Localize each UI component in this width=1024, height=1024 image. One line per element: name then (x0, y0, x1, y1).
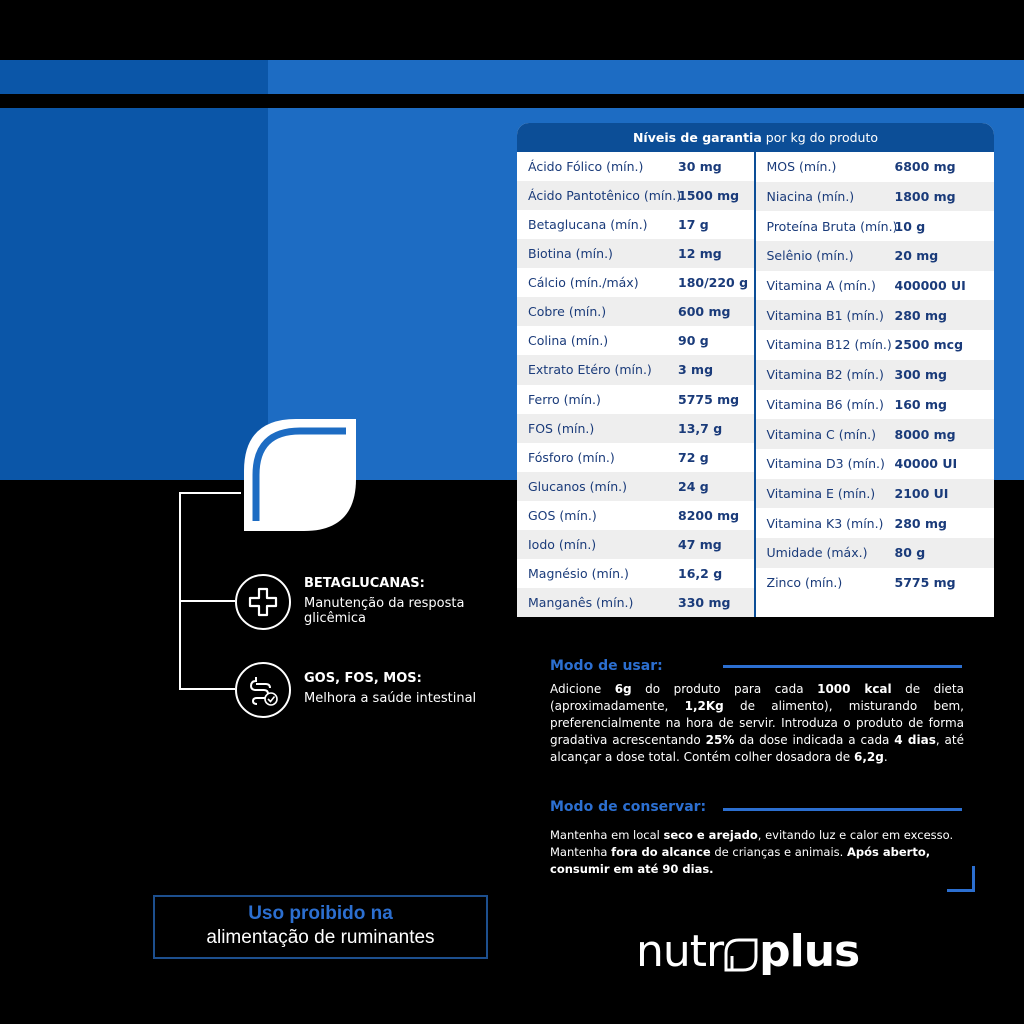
nutrient-name: FOS (mín.) (528, 420, 595, 436)
nutrient-name: Vitamina B12 (mín.) (766, 337, 892, 353)
nutrient-value: 16,2 g (678, 565, 723, 581)
usage-title: Modo de usar: (550, 658, 663, 674)
warning-line-1: Uso proibido na (248, 903, 393, 924)
table-row (517, 443, 754, 472)
table-row (756, 568, 995, 598)
nutrient-value: 5775 mg (678, 391, 740, 407)
nutrient-name: Zinco (mín.) (766, 574, 843, 590)
nutrient-name: Ácido Pantotênico (mín.) (528, 188, 682, 204)
table-row (756, 360, 995, 390)
nutrient-name: Vitamina B2 (mín.) (766, 367, 884, 383)
nutrient-name: Cálcio (mín./máx) (528, 275, 639, 291)
table-row (517, 181, 754, 210)
table-title-bold: Níveis de garantia (632, 130, 762, 145)
bracket-middle-line (179, 600, 235, 602)
nutrient-name: Ferro (mín.) (528, 391, 601, 407)
table-row (756, 538, 995, 568)
benefit-title-betaglucanas: BETAGLUCANAS: (304, 576, 425, 591)
usage-text: Adicione 6g do produto para cada 1000 kcal de dieta (aproximadamente, 1,2Kg de alimento), misturando bem, preferencialmente na hora de servir. Introduza o produto de forma gradativa acrescentando 25% da dose indicada a cada 4 dias, até alcançar a dose total. Contém colher dosadora de 6,2g. (550, 682, 964, 764)
nutrient-value: 6800 mg (894, 159, 956, 175)
nutroplus-logo (636, 918, 881, 978)
benefit-text-betaglucanas: Manutenção da resposta glicêmica (304, 596, 465, 626)
nutrient-name: Vitamina K3 (mín.) (766, 515, 884, 531)
table-column-left (517, 152, 756, 617)
nutrient-value: 280 mg (894, 515, 947, 531)
table-row (756, 182, 995, 212)
table-row (756, 419, 995, 449)
table-row (517, 588, 754, 617)
intestine-check-icon (235, 662, 291, 718)
nutrient-value: 2100 UI (894, 485, 949, 501)
nutrient-value: 2500 mcg (894, 337, 964, 353)
table-row (756, 241, 995, 271)
nutrient-name: Selênio (mín.) (766, 248, 854, 264)
nutrient-value: 24 g (678, 478, 709, 494)
nutrient-value: 160 mg (894, 396, 947, 412)
table-row (756, 330, 995, 360)
nutrient-value: 20 mg (894, 248, 939, 264)
table-row (756, 300, 995, 330)
storage-title: Modo de conservar: (550, 799, 707, 815)
table-row (517, 268, 754, 297)
nutrient-name: Cobre (mín.) (528, 304, 607, 320)
table-row (517, 297, 754, 326)
nutrient-name: Vitamina E (mín.) (766, 485, 876, 501)
table-row (517, 472, 754, 501)
nutrient-value: 5775 mg (894, 574, 956, 590)
logo-o-leaf-icon (724, 938, 758, 972)
nutrient-value: 8200 mg (678, 507, 740, 523)
nutrient-name: Glucanos (mín.) (528, 478, 627, 494)
table-row (517, 326, 754, 355)
table-title-rest: por kg do produto (765, 130, 879, 145)
table-row (517, 152, 754, 181)
nutrient-name: Proteína Bruta (mín.) (766, 218, 898, 234)
nutrient-value: 10 g (894, 218, 926, 234)
nutrient-value: 12 mg (678, 246, 722, 262)
table-row (517, 355, 754, 384)
nutrient-value: 17 g (678, 217, 709, 233)
table-column-right (756, 152, 995, 617)
top-band-right (268, 60, 1024, 94)
nutrient-name: Manganês (mín.) (528, 594, 634, 610)
logo-text-plus: plus (759, 926, 860, 977)
nutrient-value: 8000 mg (894, 426, 956, 442)
nutrient-name: Vitamina B1 (mín.) (766, 307, 884, 323)
nutrient-name: Vitamina A (mín.) (766, 278, 876, 294)
table-row (756, 152, 995, 182)
usage-title-rule (723, 665, 962, 668)
logo-text-nutr: nutr (636, 926, 724, 977)
table-row (517, 385, 754, 414)
nutrient-value: 72 g (678, 449, 709, 465)
warning-line-2: alimentação de ruminantes (206, 927, 435, 948)
nutrient-value: 1500 mg (678, 188, 740, 204)
top-band-left (0, 60, 268, 94)
nutrient-value: 400000 UI (894, 278, 966, 294)
bracket-top-line (179, 492, 241, 494)
nutrient-value: 13,7 g (678, 420, 723, 436)
nutrient-value: 330 mg (678, 594, 731, 610)
nutrient-name: MOS (mín.) (766, 159, 837, 175)
nutrition-table (517, 123, 994, 617)
nutrient-name: Iodo (mín.) (528, 536, 597, 552)
nutrient-name: Fósforo (mín.) (528, 449, 615, 465)
table-row (517, 501, 754, 530)
nutrient-name: Biotina (mín.) (528, 246, 613, 262)
nutrient-value: 3 mg (678, 362, 714, 378)
table-row (517, 559, 754, 588)
nutrient-value: 40000 UI (894, 456, 958, 472)
nutrient-name: Vitamina D3 (mín.) (766, 456, 885, 472)
nutrient-value: 80 g (894, 545, 926, 561)
bracket-bottom-line (179, 688, 235, 690)
table-header (517, 123, 994, 152)
ruminant-warning-box (153, 895, 488, 959)
table-row (756, 508, 995, 538)
nutrient-name: Vitamina C (mín.) (766, 426, 877, 442)
nutrient-name: Vitamina B6 (mín.) (766, 396, 884, 412)
nutrient-value: 90 g (678, 333, 709, 349)
plus-cross-icon (235, 574, 291, 630)
table-row (756, 271, 995, 301)
nutrient-value: 280 mg (894, 307, 947, 323)
storage-text: Mantenha em local seco e arejado, evitando luz e calor em excesso. Mantenha fora do alcance de crianças e animais. Após aberto, consumir em até 90 dias. (550, 828, 954, 876)
blue-block-left (0, 108, 268, 480)
storage-title-rule (723, 808, 962, 811)
table-row (756, 449, 995, 479)
nutrient-name: Magnésio (mín.) (528, 565, 629, 581)
nutrient-value: 600 mg (678, 304, 731, 320)
table-row (517, 414, 754, 443)
nutrient-name: GOS (mín.) (528, 507, 597, 523)
table-row (756, 390, 995, 420)
nutrient-name: Colina (mín.) (528, 333, 609, 349)
nutrient-value: 47 mg (678, 536, 722, 552)
benefit-title-gos-fos-mos: GOS, FOS, MOS: (304, 671, 422, 686)
corner-accent (947, 866, 975, 892)
leaf-shape-icon (238, 413, 358, 533)
nutrient-value: 300 mg (894, 367, 947, 383)
benefit-text-gos-fos-mos: Melhora a saúde intestinal (304, 691, 477, 706)
nutrient-name: Niacina (mín.) (766, 189, 855, 205)
bracket-vertical-line (179, 492, 181, 689)
nutrient-value: 1800 mg (894, 189, 956, 205)
nutrient-value: 180/220 g (678, 275, 749, 291)
table-row (756, 211, 995, 241)
nutrient-name: Ácido Fólico (mín.) (528, 159, 644, 175)
nutrient-name: Betaglucana (mín.) (528, 217, 648, 233)
nutrient-name: Extrato Etéro (mín.) (528, 362, 652, 378)
table-row (517, 239, 754, 268)
table-row (517, 530, 754, 559)
nutrient-name: Umidade (máx.) (766, 545, 868, 561)
table-row (517, 210, 754, 239)
table-row (756, 479, 995, 509)
nutrient-value: 30 mg (678, 159, 722, 175)
